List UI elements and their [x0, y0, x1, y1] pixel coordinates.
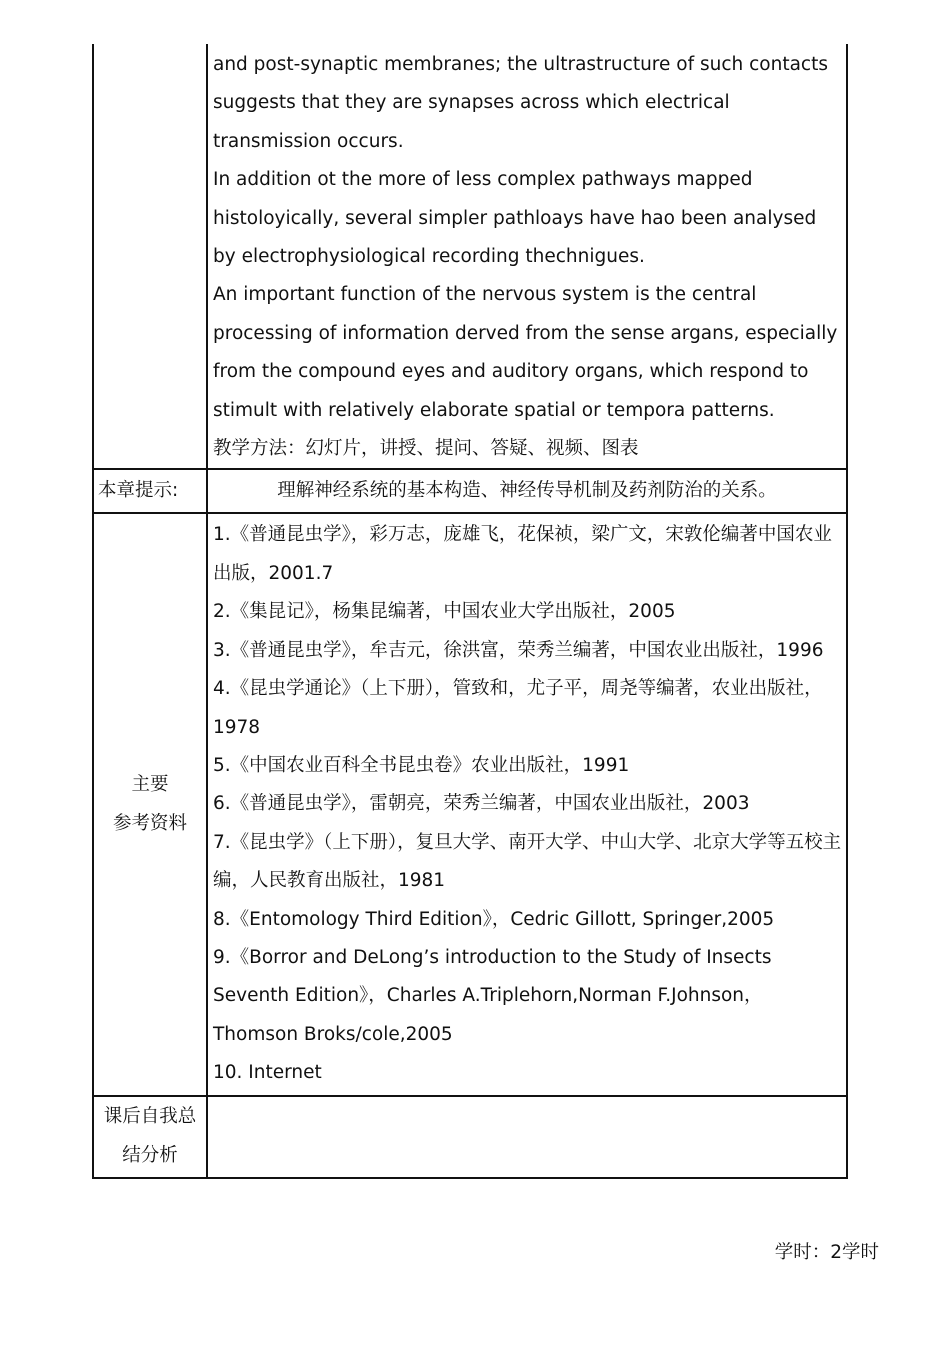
references-label-line1: 主要 — [131, 774, 169, 796]
self-summary-label-line1: 课后自我总 — [103, 1106, 197, 1128]
reference-item: 8.《Entomology Third Edition》，Cedric Gillott, Springer,2005 — [213, 908, 775, 930]
reference-item: 4.《昆虫学通论》（上下册），管致和，尤子平，周尧等编著，农业出版社，1978 — [213, 678, 823, 738]
chapter-hint-row — [93, 469, 847, 513]
content-paragraph: and post-synaptic membranes; the ultrastructure of such contacts suggests that they are synapses across which electrical transmission occurs. — [213, 54, 828, 152]
reference-item: 1.《普通昆虫学》，彩万志，庞雄飞，花保祯，梁广文，宋敦伦编著中国农业出版，2001.7 — [213, 524, 832, 584]
self-summary-label-cell — [93, 1096, 207, 1178]
reference-item: 10. Internet — [213, 1062, 322, 1084]
content-paragraph: In addition ot the more of less complex pathways mapped histoloyically, several simpler pathloays have hao been analysed by electrophysiological recording thechnigues. — [213, 169, 817, 268]
reference-item: 9.《Borror and DeLong’s introduction to the Study of Insects Seventh Edition》，Charles A.Triplehorn,Norman F.Johnson，Thomson Broks/cole,2005 — [213, 946, 772, 1045]
lesson-plan-table — [92, 44, 848, 1179]
references-label-line2: 参考资料 — [112, 812, 187, 834]
content-row — [93, 44, 847, 469]
reference-item: 5.《中国农业百科全书昆虫卷》农业出版社，1991 — [213, 754, 630, 776]
content-text — [208, 44, 846, 468]
reference-item: 3.《普通昆虫学》，牟吉元，徐洪富，荣秀兰编著，中国农业出版社，1996 — [213, 639, 824, 661]
self-summary-row — [93, 1096, 847, 1178]
self-summary-content-cell — [207, 1096, 847, 1178]
reference-item: 6.《普通昆虫学》，雷朝亮，荣秀兰编著，中国农业出版社，2003 — [213, 793, 750, 815]
self-summary-label-line2: 结分析 — [122, 1144, 178, 1166]
reference-item: 7.《昆虫学》（上下册），复旦大学、南开大学、中山大学、北京大学等五校主编，人民教育出版社，1981 — [213, 831, 842, 892]
chapter-hint-text: 理解神经系统的基本构造、神经传导机制及药剂防治的关系。 — [207, 469, 847, 513]
references-row — [93, 513, 847, 1095]
content-paragraph: An important function of the nervous system is the central processing of information derved from the sense argans, especially from the compound eyes and auditory organs, which respond to stimult with relatively elaborate spatial or tempora patterns. — [213, 284, 838, 421]
chapter-hint-label: 本章提示: — [93, 469, 207, 513]
references-list-cell — [207, 513, 847, 1095]
teaching-methods: 教学方法：幻灯片，讲授、提问、答疑、视频、图表 — [213, 438, 639, 460]
content-row-body-cell — [207, 44, 847, 469]
references-list — [208, 514, 846, 1094]
references-label-cell — [93, 513, 207, 1095]
content-row-label-cell — [93, 44, 207, 469]
class-hours-note: 学时：2学时 — [774, 1242, 879, 1263]
reference-item: 2.《集昆记》，杨集昆编著，中国农业大学出版社，2005 — [213, 601, 676, 623]
